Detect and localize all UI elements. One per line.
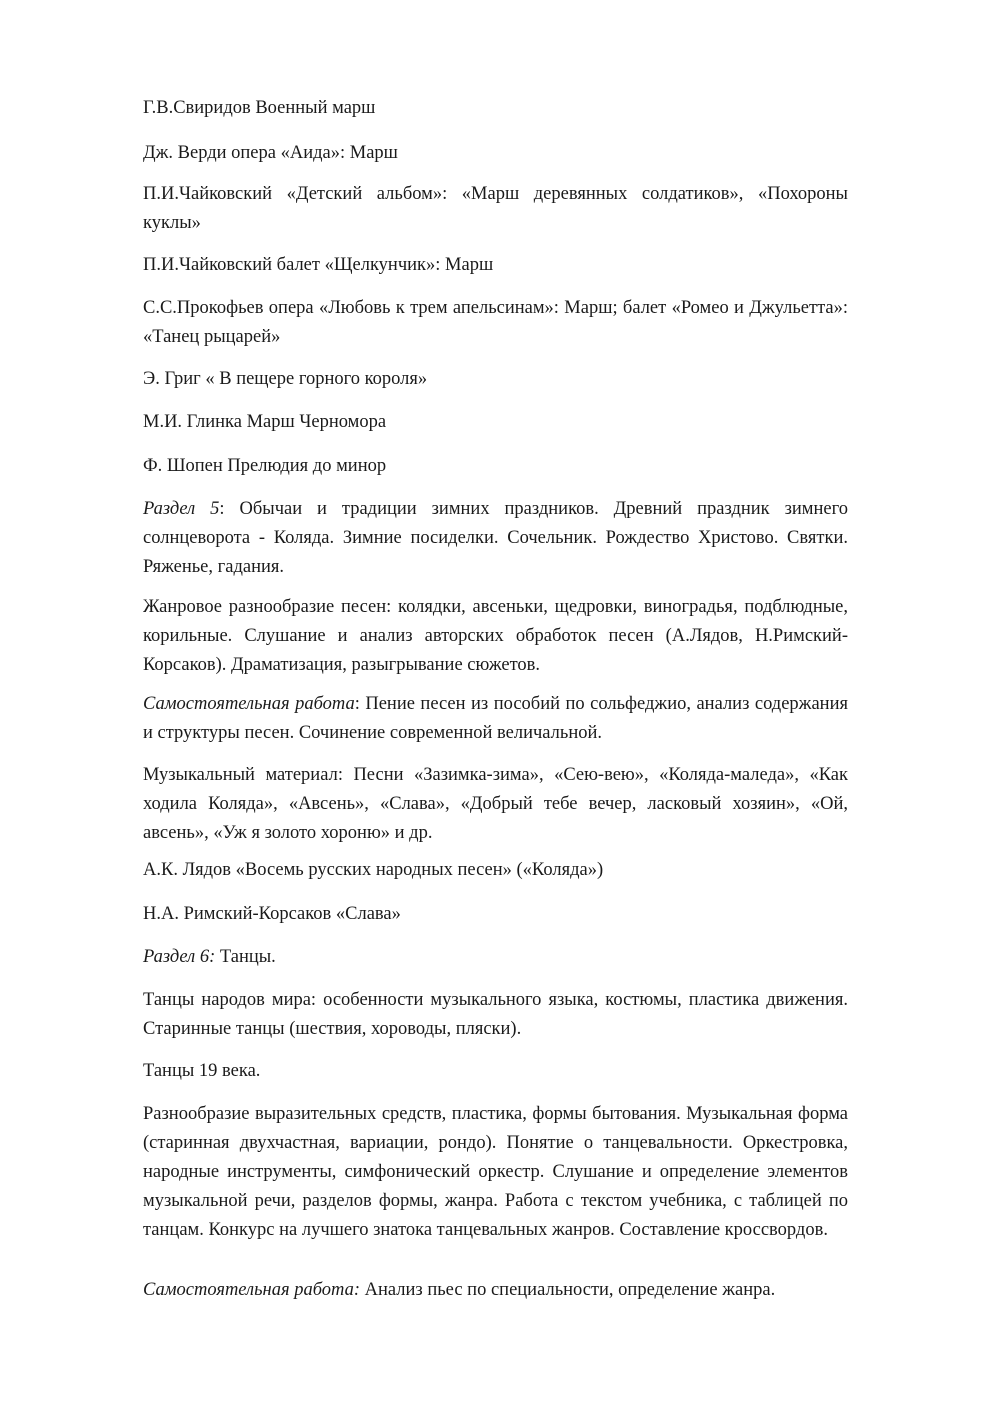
paragraph-section-6 [143, 943, 848, 972]
paragraph-lyadov [143, 856, 848, 885]
paragraph-verdi [143, 139, 848, 168]
paragraph-text: Танцы. [215, 947, 276, 967]
paragraph-text: П.И.Чайковский балет «Щелкунчик»: Марш [143, 255, 494, 275]
paragraph-rimsky-korsakov [143, 900, 848, 929]
paragraph-glinka [143, 408, 848, 437]
paragraph-text: Г.В.Свиридов Военный марш [143, 98, 376, 118]
paragraph-tchaikovsky-album [143, 180, 848, 238]
paragraph-text: Жанровое разнообразие песен: колядки, авсеньки, щедровки, виноградья, подблюдные, корильные. Слушание и анализ авторских обработок песен (А.Лядов, Н.Римский-Корсаков). Драматизация, разыгрывание сюжетов. [143, 597, 848, 675]
paragraph-text: С.С.Прокофьев опера «Любовь к трем апельсинам»: Марш; балет «Ромео и Джульетта»: «Танец рыцарей» [143, 298, 848, 347]
paragraph-text: Танцы 19 века. [143, 1061, 261, 1081]
paragraph-dances-19 [143, 1057, 848, 1086]
paragraph-text: : Обычаи и традиции зимних праздников. Древний праздник зимнего солнцеворота - Коляда. Зимние посиделки. Сочельник. Рождество Христово. Святки. Ряженье, гадания. [143, 499, 848, 577]
paragraph-prokofiev [143, 294, 848, 352]
paragraph-text: Разнообразие выразительных средств, пластика, формы бытования. Музыкальная форма (старинная двухчастная, вариации, рондо). Понятие о танцевальности. Оркестровка, народные инструменты, симфонический оркестр. Слушание и определение элементов музыкальной речи, разделов формы, жанра. Работа с текстом учебника, с таблицей по танцам. Конкурс на лучшего знатока танцевальных жанров. Составление кроссвордов. [143, 1104, 848, 1240]
section-heading: Раздел 6: [143, 947, 216, 967]
paragraph-independent-work-6 [143, 1276, 848, 1305]
paragraph-chopin [143, 452, 848, 481]
paragraph-genres [143, 593, 848, 680]
section-heading: Раздел 5 [143, 499, 220, 519]
paragraph-text: Дж. Верди опера «Аида»: Марш [143, 143, 398, 163]
paragraph-tchaikovsky-nutcracker [143, 251, 848, 280]
paragraph-text: Ф. Шопен Прелюдия до минор [143, 456, 387, 476]
paragraph-text: Э. Григ « В пещере горного короля» [143, 369, 428, 389]
paragraph-dances-world [143, 986, 848, 1044]
paragraph-section-5 [143, 495, 848, 582]
paragraph-variety [143, 1100, 848, 1245]
independent-work-heading: Самостоятельная работа [143, 694, 355, 714]
paragraph-sviridov [143, 94, 848, 123]
paragraph-text: М.И. Глинка Марш Черномора [143, 412, 387, 432]
paragraph-text: П.И.Чайковский «Детский альбом»: «Марш деревянных солдатиков», «Похороны куклы» [143, 184, 848, 233]
paragraph-text: А.К. Лядов «Восемь русских народных песен» («Коляда») [143, 860, 604, 880]
paragraph-text: Танцы народов мира: особенности музыкального языка, костюмы, пластика движения. Старинные танцы (шествия, хороводы, пляски). [143, 990, 848, 1039]
paragraph-text: Анализ пьес по специальности, определение жанра. [360, 1280, 776, 1300]
paragraph-music-material [143, 761, 848, 848]
paragraph-grieg [143, 365, 848, 394]
paragraph-independent-work-5 [143, 690, 848, 748]
independent-work-heading: Самостоятельная работа: [143, 1280, 361, 1300]
paragraph-text: Н.А. Римский-Корсаков «Слава» [143, 904, 401, 924]
paragraph-text: Музыкальный материал: Песни «Зазимка-зима», «Сею-вею», «Коляда-маледа», «Как ходила Коляда», «Авсень», «Слава», «Добрый тебе вечер, ласковый хозяин», «Ой, авсень», «Уж я золото хороню» и др. [143, 765, 848, 843]
paragraph-text: : Пение песен из пособий по сольфеджио, анализ содержания и структуры песен. Сочинение современной величальной. [143, 694, 848, 743]
